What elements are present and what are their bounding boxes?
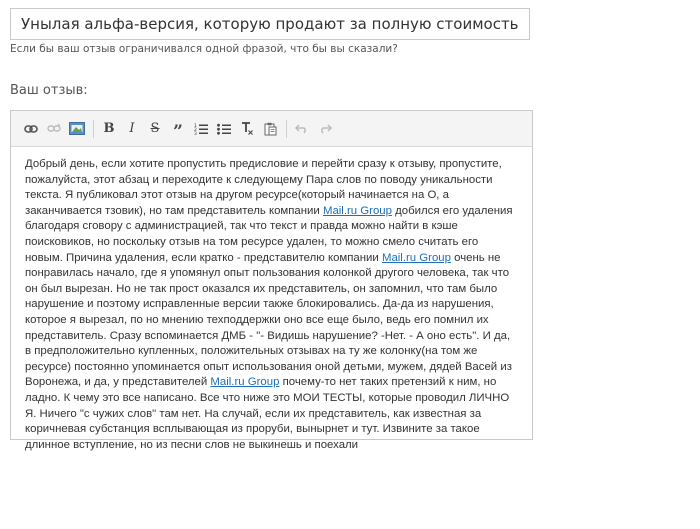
svg-text:1: 1 <box>194 123 197 129</box>
svg-text:3: 3 <box>194 131 197 137</box>
blockquote-icon[interactable]: ” <box>173 121 183 142</box>
toolbar-separator <box>286 120 287 138</box>
paste-icon[interactable] <box>259 118 281 140</box>
image-icon[interactable] <box>66 118 88 140</box>
editor-content[interactable] <box>11 147 532 453</box>
review-title-input[interactable] <box>10 8 530 40</box>
review-editor <box>10 110 533 451</box>
editor-toolbar <box>11 111 532 147</box>
review-text: добился его удаления благодаря сговору с администрацией, так что текст и правда можно найти в кэше поисковиков, но поскольку отзыв на том ресурсе удален, то можно смело считать его новым. Причина удаления, если кратко - представителю компании <box>25 204 513 264</box>
italic-icon[interactable]: I <box>129 121 135 136</box>
review-text: Добрый день, если хотите пропустить предисловие и перейти сразу к отзыву, пропустите, пожалуйста, этот абзац и переходите к следующему Пара слов по поводу уникальности текста. Я публиковал этот отзыв на другом ресурсе(который начинается на О, а заканчивается тзовик), но там представитель компании <box>25 158 502 217</box>
unlink-icon[interactable] <box>43 118 65 140</box>
link-icon[interactable] <box>20 118 42 140</box>
numbered-list-icon[interactable] <box>190 118 212 140</box>
strikethrough-icon[interactable]: S <box>150 121 160 136</box>
svg-text:2: 2 <box>194 127 197 133</box>
undo-icon[interactable] <box>291 118 313 140</box>
clear-format-icon[interactable] <box>236 118 258 140</box>
company-link[interactable]: Mail.ru Group <box>381 251 451 264</box>
toolbar-separator <box>93 120 94 138</box>
review-text: очень не понравилась начало, где я упомянул опыт пользования колонкой другого человека, так что он был вырезан. Но не так прост оказался их представитель, он запомнил, что там было нарушение и поэтому исправленные версии также блокировались. Да-да из нарушения, которое я вырезал, по но мнению техподдержки оно все еще было, ведь его помнил их представитель. Сразу вспоминается ДМБ - "- Видишь нарушение? -Нет. - А оно есть". И да, в предположительно купленных, положительных отзывах на ту же колонку(на том же ресурсе) постоянно упоминается опыт использования оной детьми, мужем, дядей Васей из Воронежа, и да, у представителей <box>25 251 512 389</box>
bulleted-list-icon[interactable] <box>213 118 235 140</box>
redo-icon[interactable] <box>314 118 336 140</box>
title-hint: Если бы ваш отзыв ограничивался одной фразой, что бы вы сказали? <box>10 43 398 55</box>
review-text: почему-то нет таких претензий к ним, но ладно. К чему это все написано. Все что ниже это МОИ ТЕСТЫ, которые проводил ЛИЧНО Я. Ничего "с чужих слов" там нет. На случай, если их представитель, как известная за коричневая субстанция всплывающая из проруби, вынырнет и тут. Извините за такое длинное вступление, но из песни слов не выкинешь и поехали <box>25 376 510 451</box>
bold-icon[interactable]: B <box>103 121 115 136</box>
review-label: Ваш отзыв: <box>10 83 88 98</box>
company-link[interactable]: Mail.ru Group <box>210 376 280 389</box>
company-link[interactable]: Mail.ru Group <box>322 204 392 217</box>
